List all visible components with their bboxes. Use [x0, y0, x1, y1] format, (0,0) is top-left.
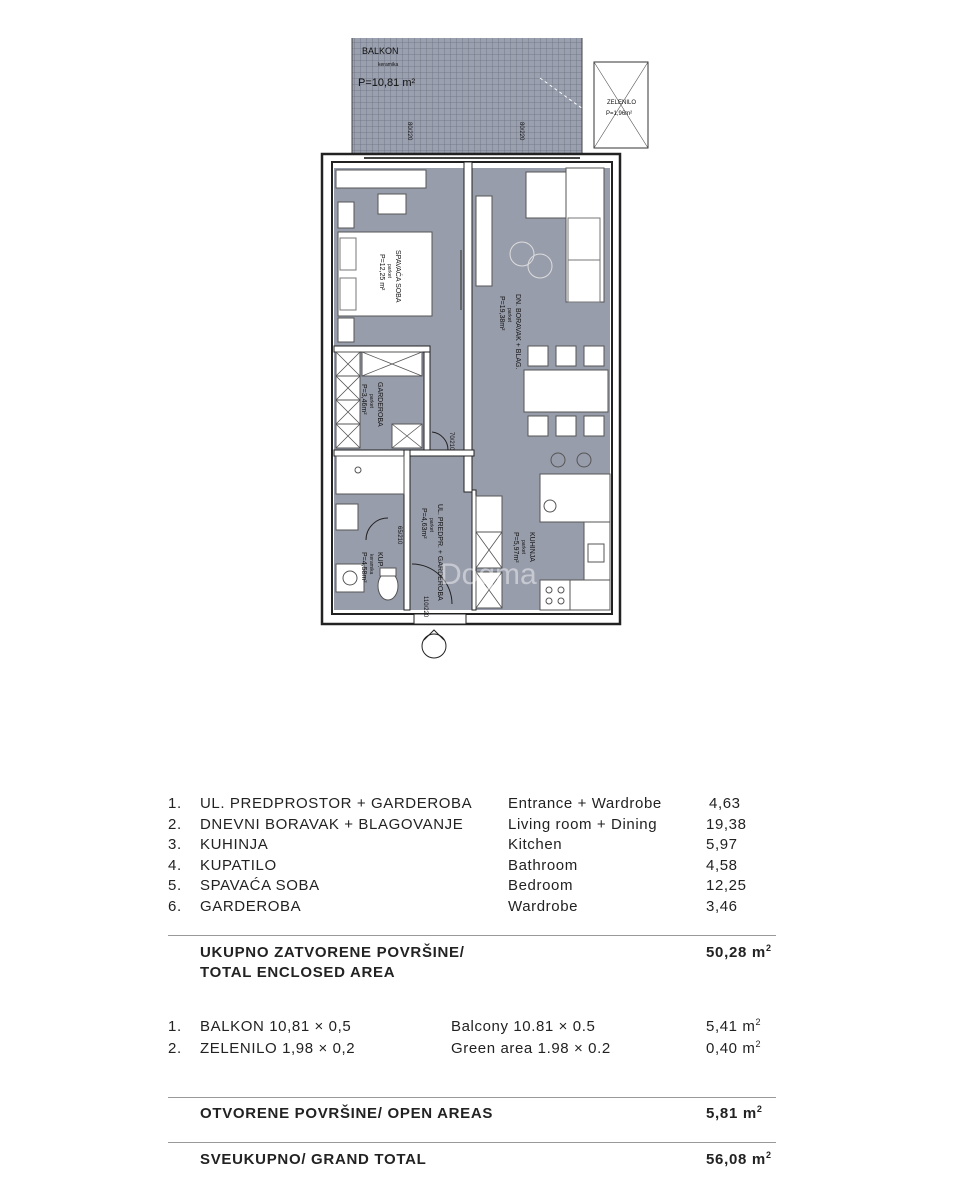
svg-text:65/210: 65/210 [396, 526, 402, 545]
svg-text:80/220: 80/220 [518, 122, 524, 141]
green-area-label: ZELENILO [607, 100, 637, 106]
svg-text:parket: parket [506, 308, 512, 322]
watermark-logo: Dogma [440, 558, 537, 591]
bedroom-label: SPAVAĆA SOBA [394, 250, 401, 303]
svg-text:P=12,25 m²: P=12,25 m² [378, 254, 385, 291]
balcony-area [352, 38, 582, 158]
entrance-marker [422, 634, 446, 658]
divider [168, 1097, 776, 1098]
divider [168, 1142, 776, 1143]
svg-text:80/220: 80/220 [406, 122, 412, 141]
svg-text:P=4,58m²: P=4,58m² [360, 552, 367, 583]
entrance-label: UL. PREDPR. + GARDEROBA [436, 504, 443, 601]
svg-text:parket: parket [428, 518, 434, 532]
svg-text:parket: parket [386, 264, 392, 278]
dining-table-icon [524, 370, 608, 412]
svg-text:P=5,97m²: P=5,97m² [512, 532, 519, 563]
svg-text:parket: parket [520, 540, 526, 554]
balcony-area-label: P=10,81 m² [358, 77, 416, 89]
svg-text:P=3,46m²: P=3,46m² [360, 384, 367, 415]
stove-icon [540, 580, 570, 610]
svg-text:P=1,96m²: P=1,96m² [606, 111, 633, 117]
svg-text:110/220: 110/220 [422, 596, 428, 618]
sink-icon [336, 504, 358, 530]
svg-text:keramika: keramika [368, 554, 374, 575]
bedroom-wardrobe [336, 170, 426, 188]
svg-text:70/210: 70/210 [448, 432, 454, 451]
kitchen-label: KUHINJA [528, 532, 535, 562]
area-table: 1. UL. PREDPROSTOR + GARDEROBA Entrance + Wardrobe 4,63 2. DNEVNI BORAVAK + BLAGOVANJE Living room + Dining 19,38 3. KUHINJA Kitchen 5,97 4. KUPATILO Bathroom 4,58 5. SPAVAĆA SOBA Bedroom 12,25 6. GARDEROBA Wardrobe 3,46 UKUPNO ZATVORENE POVRŠINE/ TOTAL ENCLOSED AREA 50,28 $m^2$ 1. BALKON 10,81 × 0,5 Balcony 10.81 × 0.5 5,41 $m^2$ 2. ZELENILO 1,98 × 0,2 Green area 1.98 × 0.2 0,40 $m^2$ OTVORENE POVRŠINE/ OPEN AREAS 5,81 $m^2$ SVEUKUPNO/ GRAND TOTAL 56,08 $m^2$ [0, 0, 962, 1200]
washing-machine-icon [336, 564, 364, 592]
divider [168, 935, 776, 936]
svg-text:P=4,63m²: P=4,63m² [420, 508, 427, 539]
svg-text:keramika: keramika [378, 62, 399, 68]
wardrobe-label: GARDEROBA [376, 382, 383, 427]
svg-text:P=19,38m²: P=19,38m² [498, 296, 505, 331]
svg-text:parket: parket [368, 394, 374, 408]
balcony-label: BALKON [362, 46, 399, 56]
living-room-label: DN. BORAVAK + BLAG. [514, 294, 521, 370]
shower-icon [336, 456, 404, 494]
bathroom-label: KUP. [376, 552, 383, 568]
